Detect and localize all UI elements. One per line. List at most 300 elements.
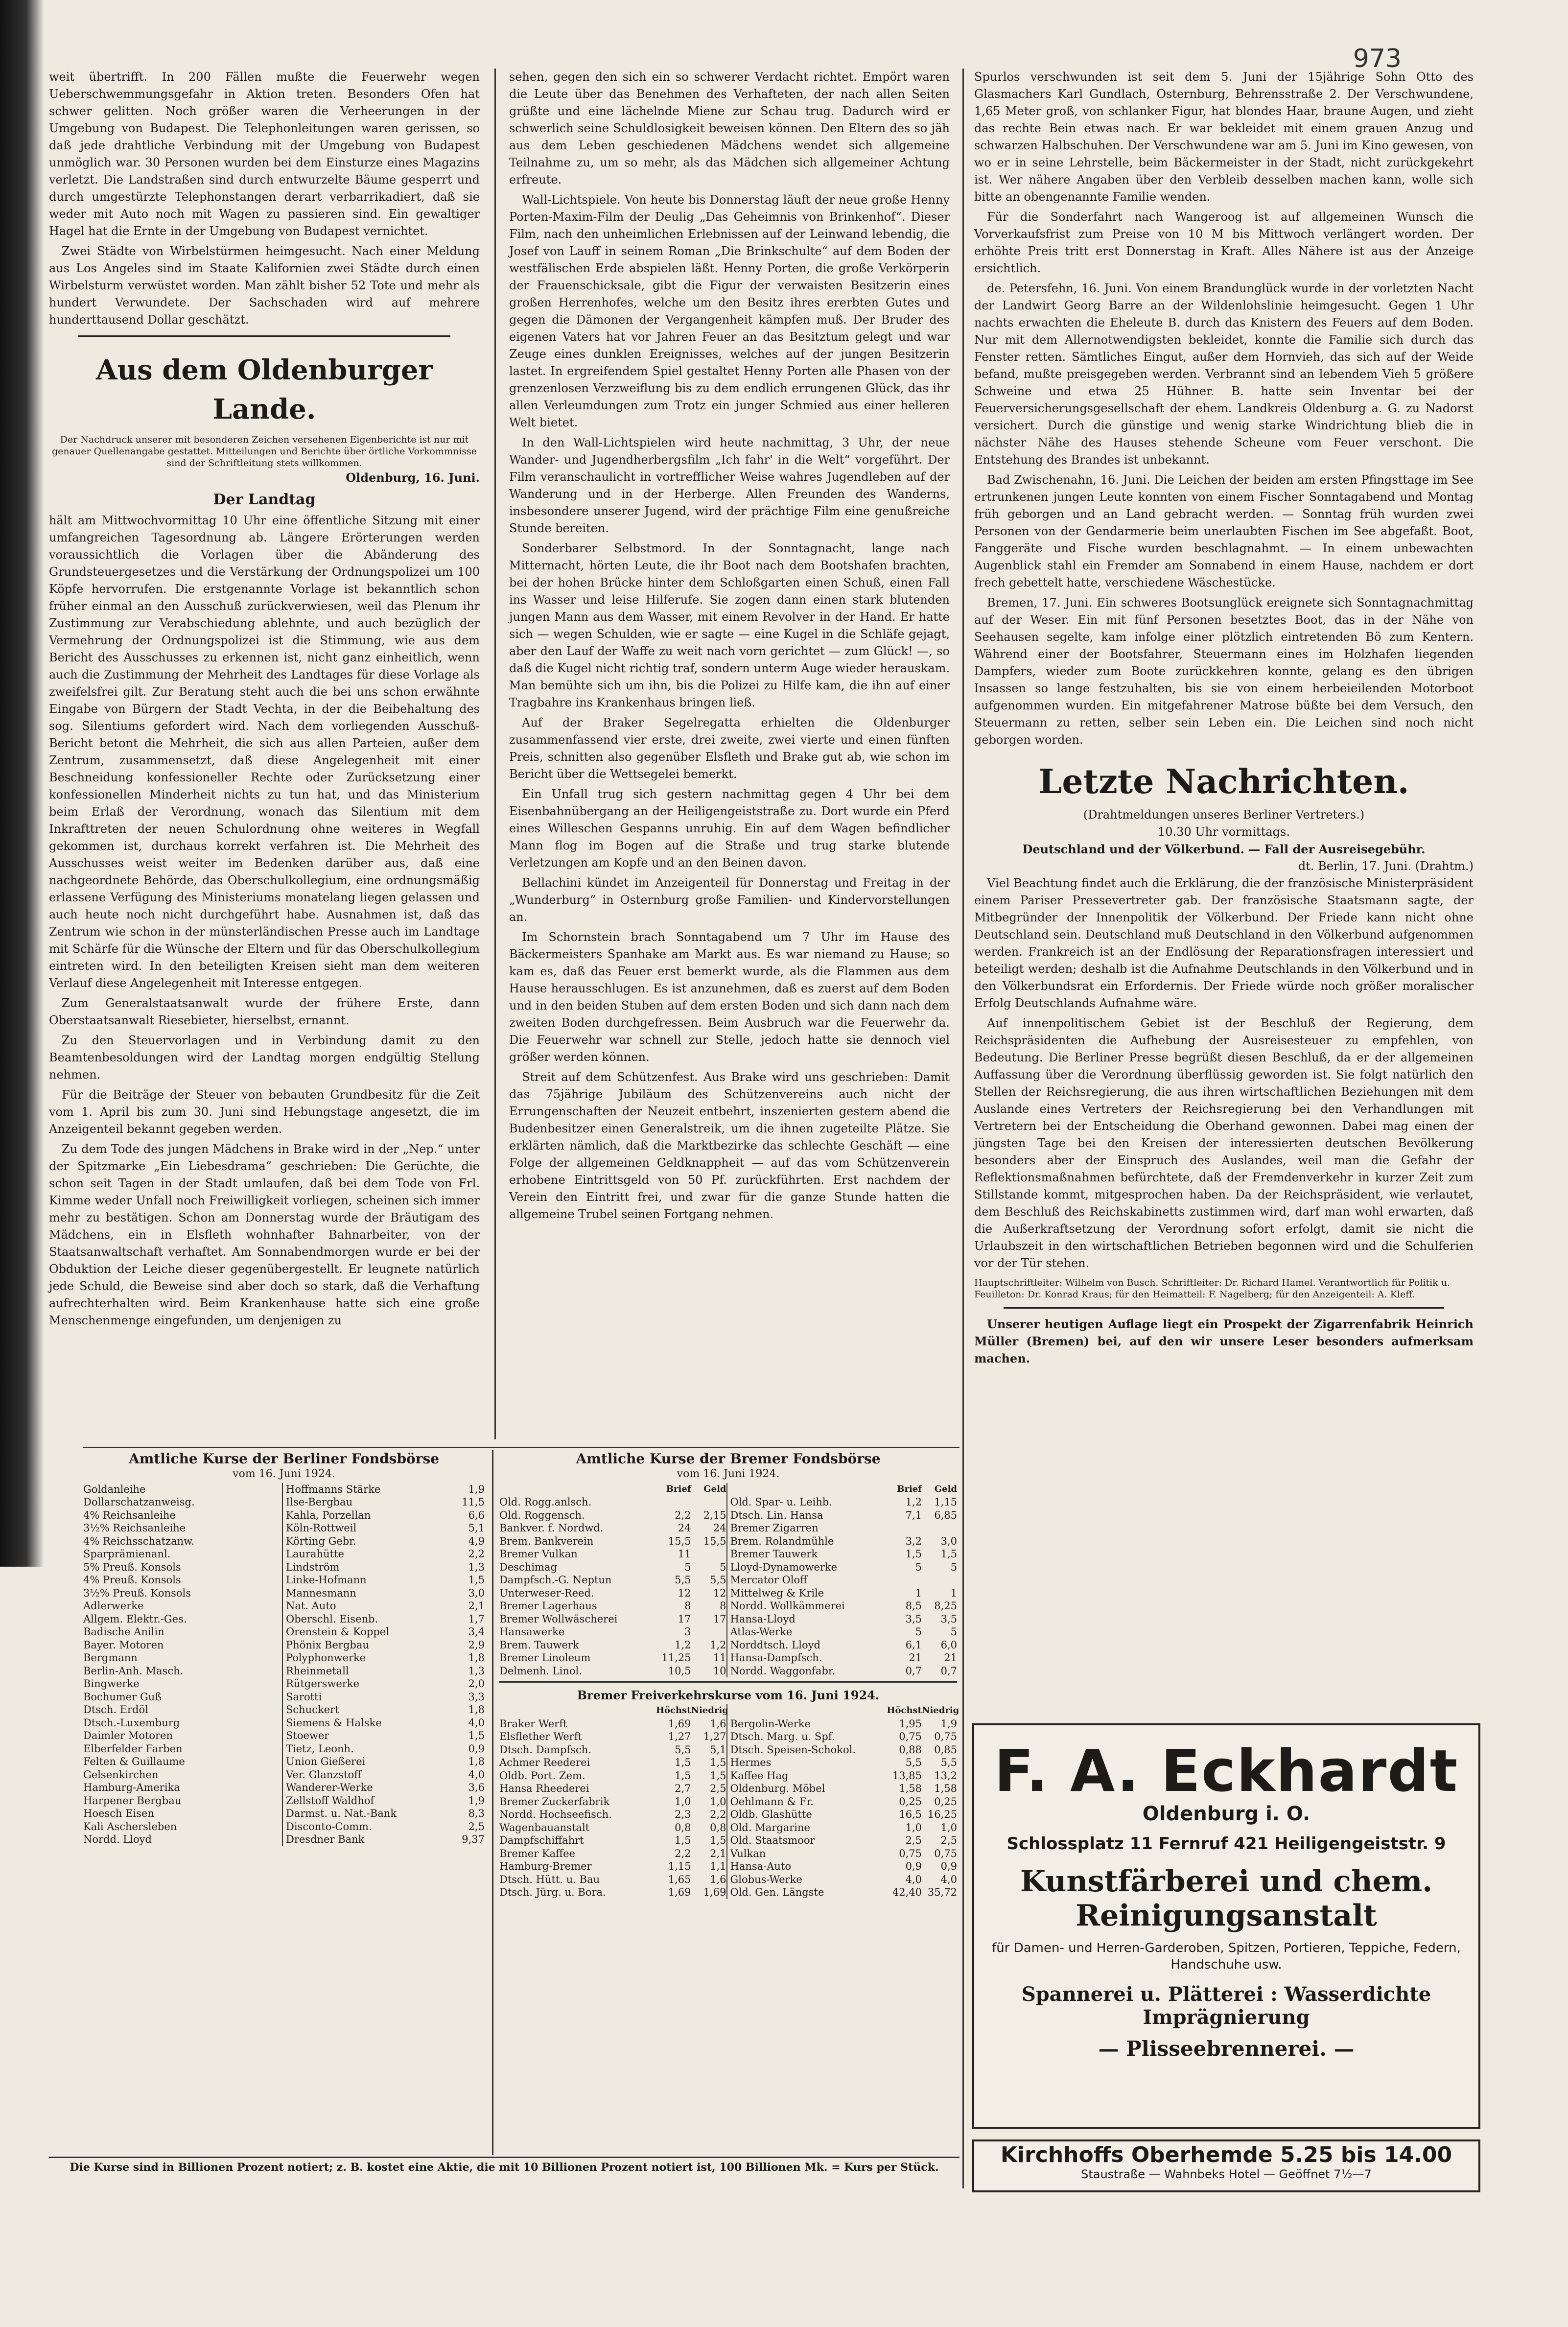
stock-price: 35,72 (927, 1886, 957, 1898)
stock-price (247, 1794, 282, 1808)
stock-price: 1,5 (710, 1757, 726, 1768)
table-column (730, 1483, 958, 1678)
headline: Letzte Nachrichten. (1038, 762, 1409, 801)
stock-price (247, 1496, 282, 1509)
table-row (286, 1483, 485, 1496)
table-row (499, 1535, 726, 1548)
stock-price: 2,5 (710, 1783, 726, 1794)
stock-price (247, 1781, 282, 1794)
article-text: Auf innenpolitischem Gebiet ist der Beschluß der Regierung, dem Reichspräsidenten die Aufhebung der Ausreisesteuer zu empfehlen, von Bedeutung. Die Berliner Presse begrüßt diesen Beschluß, da er der allgemeinen Auffassung über die Verordnung überflüssig geworden ist. Sie folgt natürlich den Stellen der Reichsregierung, die aus ihren wirtschaftlichen Beziehungen mit dem Auslande eines Vertreters der Reichsregierung bei den Verhandlungen mit Vertretern bei der Entscheidung die Oberhand gewonnen. Dabei mag einen der jüngsten Tage bei den Kreisen der interessierten deutschen Bevölkerung besonders aber der Einspruch des Auslandes, weil man die Gefahr der Reflektionsmaßnahmen befürchtete, daß der Fremdenverkehr in kurzer Zeit zum Stillstande kommt, mitgesprochen haben. Da der Reichspräsident, wie verlautet, dem Beschluß des Reichskabinetts zustimmen wird, darf man wohl erwarten, daß die Außerkraftsetzung der Verordnung sofort erfolgt, damit sie nicht die Urlaubszeit in den wirtschaftlichen Betrieben begonnen wird und die Schulferien vor der Tür stehen. (974, 1016, 1474, 1270)
table-row (286, 1768, 485, 1782)
table-row (730, 1509, 958, 1522)
article-text: Wall-Lichtspiele. Von heute bis Donnerstag läuft der neue große Henny Porten-Maxim-Film der Deulig „Das Geheimnis von Brinkenhof“. Dieser Film, nach den unheimlichen Erlebnissen auf der Leinwand lebendig, die Josef von Lauff in seinem Roman „Die Brinkschulte“ auf dem Boden der westfälischen Erde abspielen läßt. Henny Porten, die große Verkörperin der Frauenschicksale, gibt die Figur der verwaisten Besitzerin eines großen Herrenhofes, welche um den Besitz ihres ererbten Gutes und gegen die Dämonen der Vergangenheit kämpfen muß. Der Bruder des eigenen Vaters hat vor Jahren Feuer an das Besitztum gelegt und war Zeuge eines dunklen Ereignisses, welches auf der jungen Besitzerin lastet. In ergreifendem Spiel gestaltet Henny Porten alle Phasen von der grenzenlosen Verzweiflung bis zu dem endlich errungenen Glück, das ihr allen Verleumdungen zum Trotz ein junger Schmied aus einer helleren Welt bietet. (509, 193, 950, 429)
table-row (83, 1820, 282, 1833)
stock-price: 10,5 (668, 1665, 691, 1677)
stock-price: 2,2 (675, 1509, 691, 1521)
stock-name: Hamburg-Bremer (499, 1860, 592, 1872)
stock-price: 0,85 (934, 1743, 957, 1756)
article-text: Zwei Städte von Wirbelstürmen heimgesucht. Nach einer Meldung aus Los Angeles sind im Staate Kalifornien zwei Städte durch einen Wirbelsturm verwüstet worden. Man zählt bisher 52 Tote und mehr als hundert Verwundete. Der Sachschaden wird auf mehrere hunderttausend Dollar geschätzt. (49, 244, 480, 327)
table-row (499, 1886, 726, 1899)
table-row (499, 1574, 726, 1587)
table-row (286, 1755, 485, 1768)
bremen-stock-table (499, 1450, 960, 1899)
stock-price: 3,6 (468, 1782, 485, 1793)
ad-address: Staustraße — Wahnbeks Hotel — Geöffnet 7½—7 (1081, 2167, 1372, 2181)
table-top-rule (83, 1447, 960, 1448)
stock-price: 2,5 (940, 1834, 957, 1846)
stock-name: Norddtsch. Lloyd (730, 1639, 820, 1651)
stock-price: 24 (713, 1522, 726, 1534)
stock-name: Hansa-Lloyd (730, 1613, 796, 1625)
stock-name: Hansawerke (499, 1626, 565, 1638)
stock-price: 1,69 (703, 1886, 726, 1898)
stock-name: Phönix Bergbau (286, 1639, 369, 1651)
subheadline-time: 10.30 Uhr vormittags. (1158, 825, 1290, 839)
stock-name: Dtsch. Erdöl (83, 1704, 148, 1716)
stock-price: 5 (915, 1626, 922, 1638)
stock-name: Bankver. f. Nordwd. (499, 1522, 604, 1534)
stock-price: 1,0 (905, 1821, 922, 1833)
stock-price: 2,3 (675, 1809, 691, 1820)
stock-price: 1,9 (468, 1794, 485, 1807)
table-row (83, 1794, 282, 1808)
table-row (730, 1886, 958, 1899)
stock-price (247, 1613, 282, 1626)
topic-line: Deutschland und der Völkerbund. — Fall der Ausreisegebühr. (1022, 842, 1426, 856)
stock-price: 3,2 (905, 1535, 922, 1547)
stock-price: 42,40 (892, 1886, 922, 1898)
table-row (499, 1743, 726, 1757)
stock-name: Brem. Tauwerk (499, 1639, 579, 1651)
stock-price (247, 1535, 282, 1548)
table-row (83, 1742, 282, 1756)
stock-price (247, 1587, 282, 1600)
stock-name: Goldanleihe (83, 1483, 146, 1495)
stock-name: Sparprämienanl. (83, 1548, 171, 1560)
table-row (730, 1548, 958, 1561)
table-row (499, 1613, 726, 1626)
stock-price: 1,27 (668, 1731, 691, 1742)
stock-name: Bremer Tauwerk (730, 1548, 818, 1560)
table-row (499, 1639, 726, 1652)
advertisement-kirchhoff (972, 2139, 1480, 2192)
stock-price: 9,37 (462, 1833, 485, 1845)
stock-name: Ver. Glanzstoff (286, 1768, 362, 1781)
table-title: Amtliche Kurse der Berliner Fondsbörse (128, 1451, 440, 1467)
stock-price: 2,2 (710, 1809, 726, 1820)
table-row (286, 1509, 485, 1522)
stock-price: 11 (713, 1652, 726, 1664)
table-row (286, 1677, 485, 1691)
stock-name: Hamburg-Amerika (83, 1782, 180, 1793)
stock-name: Hermes (730, 1757, 772, 1768)
stock-price: 24 (678, 1522, 691, 1534)
stock-name: Dtsch. Dampfsch. (499, 1743, 591, 1756)
stock-name: Brem. Bankverein (499, 1535, 594, 1547)
stock-name: Wagenbauanstalt (499, 1821, 590, 1833)
stock-name: Polyphonwerke (286, 1652, 366, 1664)
article-text: Für die Beiträge der Steuer von bebauten Grundbesitz für die Zeit vom 1. April bis zum 30. Juni sind Hebungstage angesetzt, die im Anzeigenteil bekannt gegeben werden. (49, 1088, 480, 1136)
stock-price: 4,0 (468, 1768, 485, 1781)
article-text: In den Wall-Lichtspielen wird heute nachmittag, 3 Uhr, der neue Wander- und Jugendherbergsfilm „Ich fahr' in die Welt“ vorgeführt. Der Film veranschaulicht in vortrefflicher Weise wahres Jugendleben auf der Wanderung und in der Herberge. Allen Freunden des Wanderns, insbesondere unserer Jugend, wird der prächtige Film eine genußreiche Stunde bereiten. (509, 436, 950, 535)
stock-name: Braker Werft (499, 1717, 567, 1730)
table-row (499, 1808, 726, 1821)
table-footnote: Die Kurse sind in Billionen Prozent notiert; z. B. kostet eine Aktie, die mit 10 Billionen Prozent notiert ist, 100 Billionen Mk. = Kurs per Stück. (70, 2161, 939, 2174)
table-row (286, 1729, 485, 1742)
table-row (499, 1821, 726, 1834)
table-row (286, 1561, 485, 1574)
table-date: vom 16. Juni 1924. (677, 1468, 780, 1480)
table-row (730, 1769, 958, 1783)
stock-price: 0,8 (675, 1821, 691, 1833)
stock-price: 3 (684, 1626, 691, 1638)
stock-price: 8 (720, 1600, 726, 1612)
table-row (83, 1522, 282, 1535)
stock-name: Körting Gebr. (286, 1535, 356, 1547)
stock-price: 1 (915, 1587, 922, 1599)
ad-company-name: F. A. Eckhardt (994, 1737, 1459, 1805)
table-row (286, 1691, 485, 1704)
stock-price: 13,2 (934, 1769, 957, 1782)
stock-price (247, 1729, 282, 1742)
table-row (499, 1847, 726, 1860)
stock-name: Dampfschiffahrt (499, 1834, 584, 1846)
stock-name: Globus-Werke (730, 1873, 802, 1885)
stock-name: Oberschl. Eisenb. (286, 1613, 378, 1625)
stock-name: Köln-Rottweil (286, 1522, 357, 1534)
stock-price (247, 1820, 282, 1833)
stock-price: 2,7 (675, 1783, 691, 1794)
stock-price: 1,9 (940, 1717, 957, 1730)
column-header: Brief Geld (897, 1483, 957, 1494)
ad-headline: Kirchhoffs Oberhemde 5.25 bis 14.00 (1000, 2142, 1452, 2167)
article-text: de. Petersfehn, 16. Juni. Von einem Brandunglück wurde in der vorletzten Nacht der Landwirt Georg Barre an der Wildenlohslinie heimgesucht. Gegen 1 Uhr nachts erwachten die Eheleute B. durch das Knistern des Feuers auf dem Boden. Nur mit dem Allernotwendigsten bekleidet, konnte die Familie sich durch das Fenster retten. Sämtliches Eingut, außer dem Hornvieh, das sich auf der Weide befand, mußte preisgegeben werden. Verbrannt sind an lebendem Vieh 5 größere Schweine und etwa 25 Hühner. B. hatte sein Inventar bei der Feuerversicherungsgesellschaft der ehem. Landkreis Oldenburg a. G. zu Nadorst versichert. Durch die günstige und wenig starke Windrichtung blieb die in nächster Nähe des Hauses stehende Scheune vom Feuer verschont. Die Entstehung des Brandes ist unbekannt. (974, 282, 1474, 467)
stock-price: 1,2 (905, 1496, 922, 1508)
ad-address: Schlossplatz 11 Fernruf 421 Heiligengeiststr. 9 (1006, 1834, 1446, 1854)
stock-price: 3,0 (468, 1587, 485, 1599)
stock-price: 0,9 (468, 1742, 485, 1755)
table-column (499, 1704, 727, 1899)
stock-name: Old. Roggensch. (499, 1509, 585, 1521)
stock-name: Dresdner Bank (286, 1833, 365, 1845)
article-text: Viel Beachtung findet auch die Erklärung, die der französische Ministerpräsident einem Pariser Pressevertreter gab. Der französische Staatsmann sagte, der Mitbegründer der Innenpolitik der Völkerbund. Der Friede kann nicht ohne Deutschland sein. Deutschland muß Deutschland in den Völkerbund aufgenommen werden. Frankreich ist an der Endlösung der Reparationsfragen interessiert und beteiligt werden; deshalb ist die Aufnahme Deutschlands in den Völkerbund und in den Völkerbundsrat ein Erfordernis. Der Friede würde noch größer moralischer Erfolg Deutschlands Aufnahme wäre. (974, 876, 1474, 1010)
stock-price: 0,75 (899, 1731, 922, 1742)
article-text: Im Schornstein brach Sonntagabend um 7 Uhr im Hause des Bäckermeisters Spanhake am Markt aus. Es war niemand zu Hause; so kam es, daß das Feuer erst bemerkt wurde, als die Flammen aus dem Hause herausschlugen. Es ist anzunehmen, daß es zuerst auf dem Boden und in den beiden Stuben auf dem ersten Boden und sich dann nach dem zweiten Boden durchgefressen. Beim Ausbruch war die Feuerwehr da. Die Feuerwehr war schnell zur Stelle, jedoch hatte sie dennoch viel größer werden können. (509, 930, 950, 1064)
stock-price: 1,65 (668, 1873, 691, 1885)
stock-price (656, 1496, 691, 1509)
stock-price (247, 1483, 282, 1496)
stock-price: 1,58 (899, 1783, 922, 1794)
stock-price: 16,5 (899, 1809, 922, 1820)
table-row (730, 1587, 958, 1600)
table-row (83, 1496, 282, 1509)
stock-name: 4% Reichsschatzanw. (83, 1535, 195, 1547)
stock-price: 1,7 (468, 1613, 485, 1625)
table-row (83, 1703, 282, 1716)
table-row (83, 1677, 282, 1691)
column-header: Höchst Niedrig (655, 1705, 728, 1716)
stock-price (247, 1755, 282, 1768)
column-2 (509, 69, 950, 1226)
stock-name: Dampfsch.-G. Neptun (499, 1574, 612, 1586)
table-row (499, 1496, 726, 1509)
table-row (83, 1768, 282, 1782)
stock-price: 5,5 (710, 1574, 726, 1586)
stock-name: Dtsch. Hütt. u. Bau (499, 1873, 600, 1885)
table-row (83, 1599, 282, 1613)
stock-name: Bremer Zigarren (730, 1522, 819, 1534)
article-text: Zu dem Tode des jungen Mädchens in Brake wird in der „Nep.“ unter der Spitzmarke „Ein Liebesdrama“ geschrieben: Die Gerüchte, die schon seit Tagen in der Stadt umlaufen, daß bei dem Tode von Frl. Kimme weder Unfall noch Freiwilligkeit vorliegen, scheinen sich immer mehr zu bestätigen. Schon am Donnerstag wurde der Bräutigam des Mädchens, ein in Elsfleth wohnhafter Bahnarbeiter, von der Staatsanwaltschaft verhaftet. Am Sonnabendmorgen wurde er bei der Obduktion der Leiche dieser gegenübergestellt. Er leugnete natürlich jede Schuld, die Beweise sind aber doch so stark, daß die Verhaftung aufrechterhalten wird. Beim Krankenhause hatte sich eine große Menschenmenge eingefunden, um denjenigen zu (49, 1142, 480, 1327)
stock-name: Delmenh. Linol. (499, 1665, 582, 1677)
stock-price: 5 (720, 1561, 726, 1573)
stock-price: 5 (950, 1561, 957, 1573)
stock-price: 0,8 (710, 1821, 726, 1833)
stock-price (922, 1574, 957, 1587)
stock-name: Brem. Rolandmühle (730, 1535, 834, 1547)
stock-name: Hansa-Dampfsch. (730, 1652, 822, 1664)
stock-price: 0,7 (905, 1665, 922, 1677)
table-title: Amtliche Kurse der Bremer Fondsbörse (576, 1451, 881, 1467)
table-rule (492, 1450, 493, 2155)
table-row (730, 1496, 958, 1509)
stock-name: Bremer Linoleum (499, 1652, 591, 1664)
stock-name: Bochumer Guß (83, 1691, 162, 1703)
table-row (83, 1716, 282, 1730)
table-column (83, 1483, 283, 1846)
stock-price: 1,5 (675, 1757, 691, 1768)
stock-price (691, 1625, 726, 1639)
stock-name: Kali Aschersleben (83, 1820, 177, 1833)
stock-price (247, 1599, 282, 1613)
stock-price: 12 (678, 1587, 691, 1599)
table-row (499, 1730, 726, 1743)
stock-name: Berlin-Anh. Masch. (83, 1665, 184, 1677)
stock-price: 8,3 (468, 1808, 485, 1819)
stock-price: 1,5 (468, 1574, 485, 1586)
stock-name: Lindström (286, 1561, 340, 1573)
stock-name: Hoffmanns Stärke (286, 1483, 381, 1495)
stock-price: 1,8 (468, 1756, 485, 1767)
stock-price: 1,69 (668, 1717, 691, 1730)
table-row (286, 1522, 485, 1535)
stock-price: 21 (944, 1652, 957, 1664)
stock-price (247, 1639, 282, 1652)
dateline: dt. Berlin, 17. Juni. (Drahtm.) (1298, 859, 1474, 873)
stock-price: 15,5 (703, 1535, 726, 1547)
table-row (499, 1509, 726, 1522)
table-row (286, 1703, 485, 1716)
table-row (499, 1769, 726, 1783)
stock-name: Mittelweg & Krile (730, 1587, 824, 1599)
stock-price: 1,15 (934, 1496, 957, 1508)
stock-name: Bingwerke (83, 1678, 140, 1690)
stock-price: 1,69 (668, 1886, 691, 1898)
article-text: sehen, gegen den sich ein so schwerer Verdacht richtet. Empört waren die Leute über das Benehmen des Verhafteten, der nach allen Seiten grüßte und eine lächelnde Miene zur Schau trug. Dadurch wird er schwerlich seine Schuldlosigkeit beweisen können. Den Eltern des so jäh aus dem Leben geschiedenen Mädchens wendet sich allgemeine Teilnahme zu, um so mehr, als das Mädchen sich allgemeiner Achtung erfreute. (509, 70, 950, 187)
stock-price: 1,5 (675, 1834, 691, 1846)
stock-name: 4% Preuß. Konsols (83, 1574, 181, 1586)
stock-price: 0,25 (934, 1795, 957, 1808)
stock-name: Nordd. Wollkämmerei (730, 1600, 845, 1612)
berlin-stock-table (83, 1450, 485, 1846)
table-row (730, 1651, 958, 1665)
article-text: Bad Zwischenahn, 16. Juni. Die Leichen der beiden am ersten Pfingsttage im See ertrunkenen jungen Leute konnten von einem Fischer Sonntagabend und Montag früh geborgen und an Land gebracht werden. — Sonntag früh wurden zwei Personen von der Gendarmerie beim unerlaubten Fischen im See abgefaßt. Boot, Fanggeräte und Fische wurden beschlagnahmt. — In einem unbewachten Augenblick stahl ein Fremder am Sonnabend in einem Hause, nachdem er dort frech gebettelt hatte, verschiedene Wäschestücke. (974, 473, 1474, 589)
table-row (499, 1522, 726, 1535)
stock-price: 1,5 (675, 1769, 691, 1782)
stock-price: 4,0 (940, 1873, 957, 1885)
scan-edge-shadow (0, 0, 44, 1567)
stock-name: Old. Spar- u. Leihb. (730, 1496, 832, 1508)
stock-price: 4,0 (905, 1873, 922, 1885)
table-row (730, 1625, 958, 1639)
stock-name: Badische Anilin (83, 1626, 164, 1638)
table-row (83, 1665, 282, 1678)
table-row (286, 1820, 485, 1833)
stock-name: Vulkan (730, 1847, 766, 1859)
stock-name: Hoesch Eisen (83, 1808, 154, 1819)
stock-price: 1,15 (668, 1860, 691, 1872)
stock-name: Allgem. Elektr.-Ges. (83, 1613, 187, 1625)
table-row (83, 1625, 282, 1639)
stock-price: 3,3 (468, 1691, 485, 1703)
ad-services: Spannerei u. Plätterei : Wasserdichte Imprägnierung (1021, 1983, 1431, 2029)
table-row (83, 1548, 282, 1561)
article-text: Für die Sonderfahrt nach Wangeroog ist auf allgemeinen Wunsch die Vorverkaufsfrist zum Preise von 10 M bis Mittwoch verlängert worden. Der erhöhte Preis tritt erst Donnerstag in Kraft. Alles Nähere ist aus der Anzeige ersichtlich. (974, 210, 1474, 275)
table-row (730, 1665, 958, 1678)
stock-price: 0,75 (934, 1847, 957, 1859)
subheadline: (Drahtmeldungen unseres Berliner Vertreters.) (1083, 808, 1365, 822)
stock-name: Nat. Auto (286, 1600, 336, 1612)
stock-name: Darmst. u. Nat.-Bank (286, 1808, 397, 1819)
column-rule (962, 69, 964, 2188)
section-note: Der Nachdruck unserer mit besonderen Zeichen versehenen Eigenberichte ist nur mit genauer Quellenangabe gestattet. Mitteilungen und Berichte über örtliche Vorkommnisse sind der Schriftleitung stets willkommen. (51, 434, 477, 469)
stock-price: 11,5 (462, 1496, 485, 1508)
stock-name: Bergmann (83, 1652, 138, 1664)
imprint: Hauptschriftleiter: Wilhelm von Busch. Schriftleiter: Dr. Richard Hamel. Verantwortlich für Politik u. Feuilleton: Dr. Konrad Kraus; für den Heimatteil: F. Nagelberg; für den Anzeigenteil: A. Kleff. (974, 1277, 1451, 1300)
stock-name: Elsflether Werft (499, 1731, 582, 1742)
table-row (730, 1574, 958, 1587)
table-row (730, 1808, 958, 1821)
stock-price: 0,25 (899, 1795, 922, 1808)
table-row (730, 1743, 958, 1757)
stock-name: Tietz, Leonh. (286, 1742, 354, 1755)
stock-price: 0,7 (940, 1665, 957, 1677)
stock-price: 17 (678, 1613, 691, 1625)
stock-price: 1,0 (710, 1795, 726, 1808)
stock-name: Mannesmann (286, 1587, 356, 1599)
table-row (286, 1833, 485, 1846)
table-row (730, 1821, 958, 1834)
stock-price: 1,5 (710, 1769, 726, 1782)
stock-price (247, 1833, 282, 1846)
stock-price: 1,2 (675, 1639, 691, 1651)
stock-name: Rheinmetall (286, 1665, 349, 1677)
stock-price: 2,5 (905, 1834, 922, 1846)
stock-price: 2,0 (468, 1678, 485, 1690)
stock-price: 5,5 (675, 1743, 691, 1756)
stock-price: 1,58 (934, 1783, 957, 1794)
stock-price: 6,6 (468, 1509, 485, 1521)
divider (78, 335, 450, 337)
table-row (286, 1613, 485, 1626)
table-row (499, 1665, 726, 1678)
stock-price: 17 (713, 1613, 726, 1625)
table-row (83, 1833, 282, 1846)
table-row (730, 1795, 958, 1809)
table-row (83, 1755, 282, 1768)
stock-price (887, 1522, 922, 1535)
stock-name: Felten & Guillaume (83, 1756, 185, 1767)
stock-price: 1,3 (468, 1561, 485, 1573)
stock-name: Linke-Hofmann (286, 1574, 367, 1586)
stock-name: Ilse-Bergbau (286, 1496, 353, 1508)
article-text: Zu den Steuervorlagen und in Verbindung damit zu den Beamtenbesoldungen wird der Landtag morgen endgültig Stellung nehmen. (49, 1034, 480, 1081)
column-header: Höchst Niedrig (887, 1705, 960, 1716)
stock-name: Dollarschatzanweisg. (83, 1496, 195, 1508)
table-row (730, 1782, 958, 1795)
subhead: Der Landtag (213, 491, 316, 508)
stock-name: Elberfelder Farben (83, 1742, 183, 1755)
stock-price: 1,8 (468, 1652, 485, 1664)
stock-name: Dtsch. Marg. u. Spf. (730, 1731, 835, 1742)
stock-name: Adlerwerke (83, 1600, 144, 1612)
stock-price: 1,0 (940, 1821, 957, 1833)
stock-price: 6,85 (934, 1509, 957, 1521)
table-row (286, 1587, 485, 1600)
article-text: Ein Unfall trug sich gestern nachmittag gegen 4 Uhr bei dem Eisenbahnübergang an der Heiligengeiststraße zu. Dort wurde ein Pferd eines Willeschen Gespanns unruhig. Ein auf dem Wagen befindlicher Mann flog im Bogen auf die Straße und trug starke blutende Verletzungen am Kopfe und an den Beinen davon. (509, 787, 950, 870)
stock-price: 13,85 (892, 1769, 922, 1782)
table-row (286, 1574, 485, 1587)
stock-price: 0,9 (905, 1860, 922, 1872)
table-row (286, 1639, 485, 1652)
table-column (730, 1704, 958, 1899)
table-row (286, 1535, 485, 1548)
stock-price: 1,2 (710, 1639, 726, 1651)
stock-name: Gelsenkirchen (83, 1768, 159, 1781)
table-row (83, 1613, 282, 1626)
table-row (499, 1860, 726, 1873)
stock-price (247, 1509, 282, 1522)
stock-name: Disconto-Comm. (286, 1820, 372, 1833)
stock-name: 3½% Reichsanleihe (83, 1522, 186, 1534)
table-row (730, 1756, 958, 1769)
stock-price: 3,0 (940, 1535, 957, 1547)
stock-name: Laurahütte (286, 1548, 344, 1560)
stock-name: Bayer. Motoren (83, 1639, 164, 1651)
stock-name: Daimler Motoren (83, 1730, 173, 1741)
stock-name: 3½% Preuß. Konsols (83, 1587, 191, 1599)
stock-price: 21 (909, 1652, 922, 1664)
table-column (499, 1483, 727, 1678)
table-row (730, 1730, 958, 1743)
table-row (730, 1847, 958, 1860)
table-row (499, 1756, 726, 1769)
table-row (499, 1795, 726, 1809)
table-row (83, 1639, 282, 1652)
article-text: Streit auf dem Schützenfest. Aus Brake wird uns geschrieben: Damit das 75jährige Jubiläum des Schützenvereins auch nicht der Errungenschaften der Neuzeit entbehrt, inszenierten gestern abend die Budenbesitzer einen Generalstreik, um die ihnen zugeteilte Plätze. Sie erklärten nämlich, daß die Marktbezirke das schlechte Geschäft — eine Folge der allgemeinen Geldknappheit — auf das vom Schützenverein erhobene Eintrittsgeld von 50 Pf. zurückführten. Erst nachdem der Verein den Eintritt frei, und zwar für die ganze Stunde hatten die allgemeine Trubel seinen Fortgang nehmen. (509, 1070, 950, 1221)
stock-price: 4,9 (468, 1535, 485, 1547)
table-row (83, 1535, 282, 1548)
stock-price (247, 1768, 282, 1782)
stock-name: Nordd. Waggonfabr. (730, 1665, 836, 1677)
table-row (499, 1717, 726, 1731)
article-text: Auf der Braker Segelregatta erhielten die Oldenburger zusammenfassend vier erste, drei zweite, zwei vierte und einen fünften Preis, schnitten also gegenüber Elsfleth und Brake gut ab, wie schon im Bericht über die Wettsegelei bemerkt. (509, 716, 950, 781)
stock-name: Deschimag (499, 1561, 557, 1573)
ad-items: für Damen- und Herren-Garderoben, Spitzen, Portieren, Teppiche, Federn, Handschuhe usw. (992, 1941, 1461, 1972)
dateline: Oldenburg, 16. Juni. (346, 470, 480, 485)
stock-price: 5,1 (468, 1522, 485, 1534)
stock-name: Dtsch. Speisen-Schokol. (730, 1743, 856, 1756)
stock-price: 2,2 (675, 1847, 691, 1859)
